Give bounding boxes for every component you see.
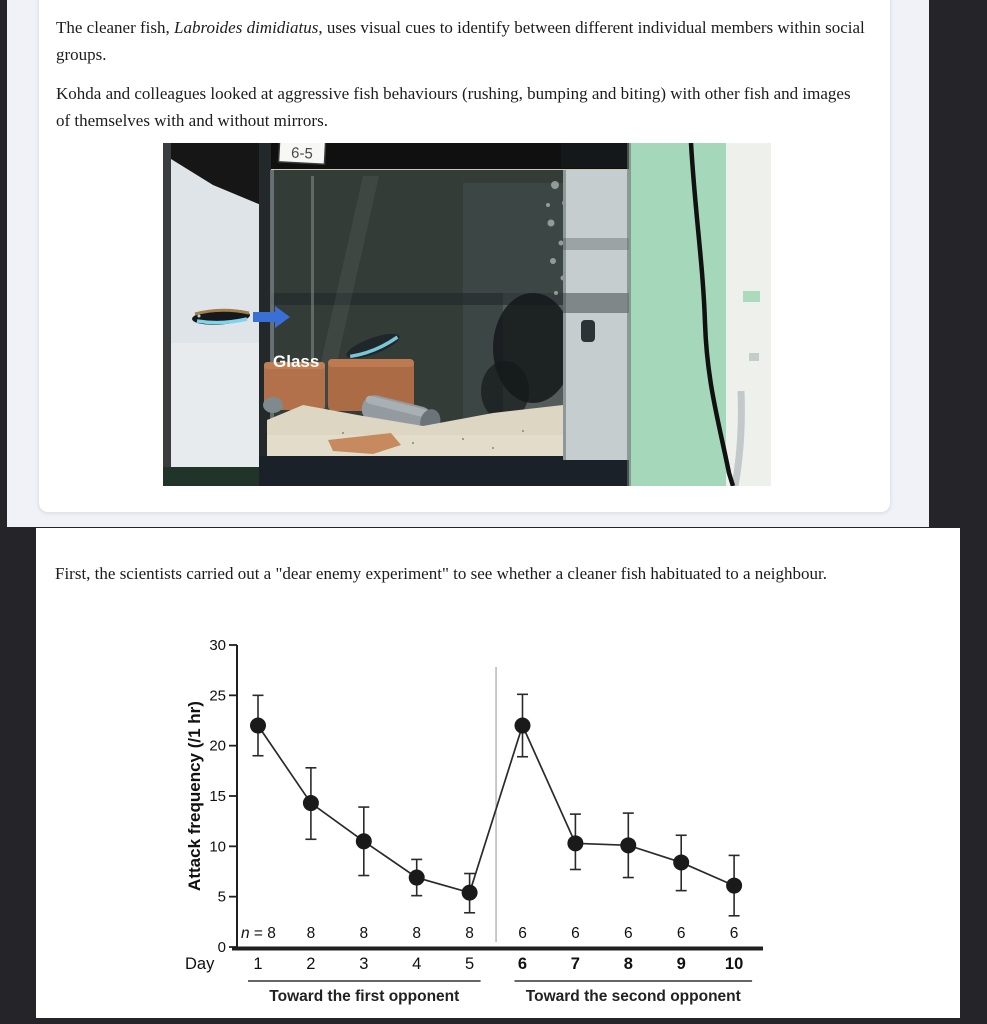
svg-text:Attack frequency (/1 hr): Attack frequency (/1 hr) [185, 701, 204, 891]
green-panel [629, 143, 726, 486]
svg-text:6: 6 [729, 925, 739, 942]
data-point-day-3 [356, 833, 372, 849]
svg-text:6: 6 [623, 925, 633, 942]
svg-text:1: 1 [253, 955, 263, 973]
data-point-day-4 [409, 870, 425, 886]
left-glass-lower [171, 343, 261, 486]
y-axis-title [185, 701, 204, 891]
species-name: Labroides dimidiatus [174, 18, 319, 37]
svg-text:10: 10 [209, 838, 226, 856]
attack-frequency-chart [180, 632, 790, 1014]
svg-text:2: 2 [306, 955, 316, 973]
data-point-day-10 [726, 878, 742, 894]
svg-text:20: 20 [209, 737, 226, 755]
green-detail-1 [743, 291, 760, 302]
svg-text:8: 8 [412, 925, 422, 942]
group-label-first-opponent: Toward the first opponent [269, 988, 460, 1005]
data-point-day-5 [462, 885, 478, 901]
tank-bottom-frame [259, 456, 629, 486]
suction-handle [581, 320, 595, 342]
svg-text:8: 8 [465, 925, 474, 942]
svg-text:6: 6 [517, 955, 528, 973]
svg-text:4: 4 [412, 955, 422, 973]
svg-text:6: 6 [518, 925, 527, 942]
svg-text:30: 30 [209, 637, 226, 654]
svg-text:0: 0 [217, 939, 226, 956]
svg-text:3: 3 [359, 955, 369, 973]
right-wall [726, 143, 771, 486]
pipe-stub [263, 397, 283, 413]
svg-text:n = 8: n = 8 [241, 925, 276, 942]
glass-label: Glass [273, 352, 320, 371]
frosted-side-wall [563, 170, 629, 460]
frosted-shadow-2 [563, 293, 629, 313]
tank-photo [163, 143, 771, 486]
tank-id-label [279, 143, 326, 164]
data-point-day-9 [673, 854, 689, 870]
svg-text:5: 5 [465, 955, 475, 973]
group-label-second-opponent: Toward the second opponent [525, 988, 741, 1005]
gray-detail-1 [749, 353, 759, 361]
frosted-seam [563, 170, 566, 460]
data-point-day-7 [567, 835, 583, 851]
svg-text:Day: Day [185, 955, 215, 973]
svg-text:7: 7 [570, 955, 580, 973]
intro-paragraph-1 [56, 14, 868, 68]
svg-text:5: 5 [217, 888, 226, 906]
tank-photo-image [163, 143, 771, 486]
experiment-card [36, 528, 960, 1018]
n-row [241, 925, 738, 942]
svg-text:6: 6 [676, 925, 686, 942]
experiment-paragraph: First, the scientists carried out a "dear enemy experiment" to see whether a cleaner fish habituated to a neighbour. [55, 564, 827, 583]
data-point-day-1 [250, 718, 266, 734]
intro-paragraph-2: Kohda and colleagues looked at aggressive fish behaviours (rushing, bumping and biting) with other fish and images of themselves with and without mirrors. [56, 84, 851, 130]
data-point-day-2 [303, 795, 319, 811]
frosted-shadow-1 [563, 238, 629, 250]
tank-top-frame-right [561, 143, 629, 168]
y-axis-ticks [209, 637, 237, 956]
x-axis-labels [185, 955, 743, 973]
bench-left [163, 467, 261, 486]
aquarium-tank [259, 143, 629, 486]
svg-text:8: 8 [359, 925, 369, 942]
intro-paragraph-1-rest: , uses visual cues to identify between different individual members within social groups. [56, 18, 865, 64]
attack-frequency-chart-svg [180, 632, 790, 1014]
svg-text:9: 9 [676, 955, 686, 973]
svg-text:25: 25 [209, 687, 226, 705]
svg-text:8: 8 [623, 955, 633, 973]
top-panel [7, 0, 929, 527]
green-panel-seam [627, 143, 631, 486]
svg-text:15: 15 [209, 788, 226, 805]
data-point-day-8 [620, 837, 636, 853]
group-labels [248, 981, 752, 1005]
svg-text:10: 10 [724, 955, 744, 973]
intro-paragraph-1-text: The cleaner fish, [56, 18, 174, 37]
svg-text:6-5: 6-5 [290, 144, 314, 163]
intro-card [38, 0, 891, 513]
data-point-day-6 [515, 718, 531, 734]
svg-text:8: 8 [306, 925, 316, 942]
svg-text:6: 6 [571, 925, 580, 942]
photo-left-edge [163, 143, 171, 486]
